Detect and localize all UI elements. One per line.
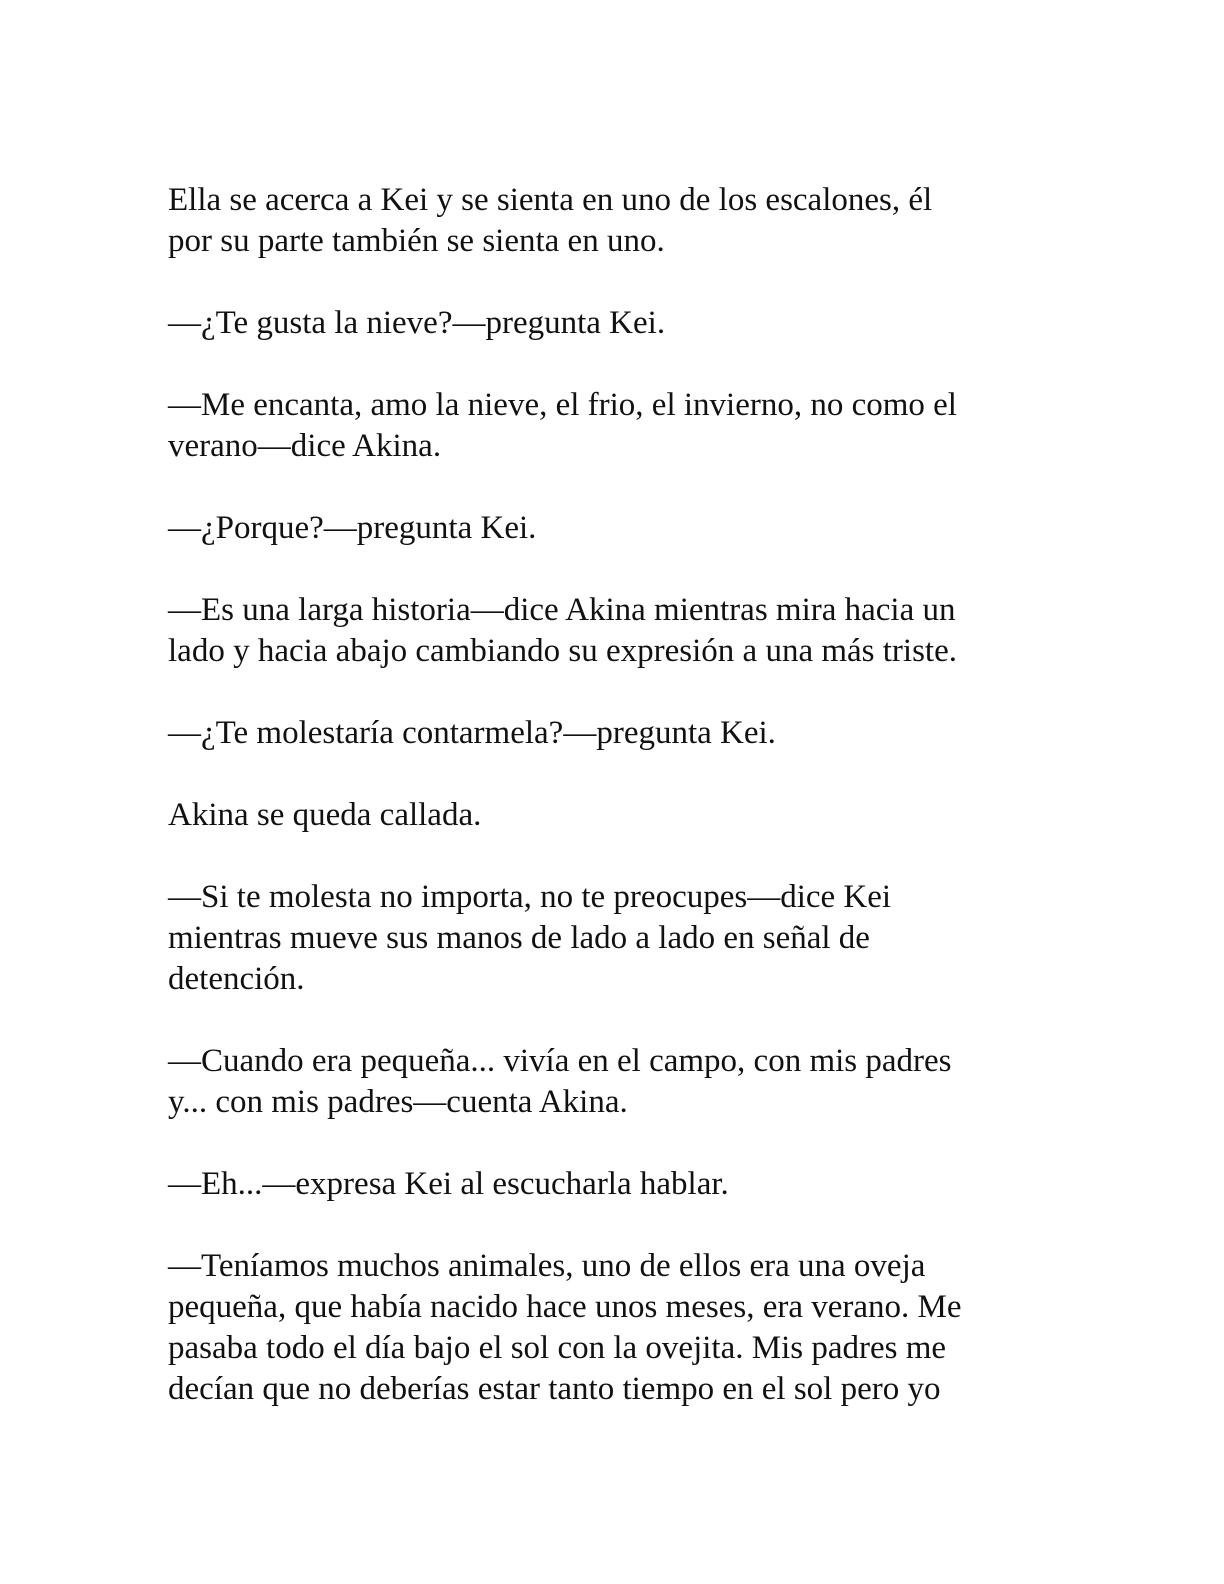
text-line: mientras mueve sus manos de lado a lado en señal de [168,920,870,956]
text-line: —Cuando era pequeña... vivía en el campo, con mis padres [168,1043,952,1079]
text-line: —Teníamos muchos animales, uno de ellos era una oveja [168,1248,926,1284]
paragraph-9 [168,1041,1068,1123]
text-line: —Me encanta, amo la nieve, el frio, el invierno, no como el [168,387,957,423]
paragraph-8 [168,877,1068,1000]
text-line: verano—dice Akina. [168,428,442,464]
paragraph-2 [168,303,1068,344]
text-line: por su parte también se sienta en uno. [168,223,665,259]
text-line: —Si te molesta no importa, no te preocupes—dice Kei [168,879,892,915]
text-line: —Es una larga historia—dice Akina mientras mira hacia un [168,592,956,628]
paragraph-7 [168,795,1068,836]
text-line: —¿Te molestaría contarmela?—pregunta Kei. [168,715,776,751]
text-line: y... con mis padres—cuenta Akina. [168,1084,628,1120]
paragraph-4 [168,508,1068,549]
text-line: lado y hacia abajo cambiando su expresión a una más triste. [168,633,957,669]
text-line: —¿Te gusta la nieve?—pregunta Kei. [168,305,666,341]
text-line: decían que no deberías estar tanto tiempo en el sol pero yo [168,1371,941,1407]
paragraph-6 [168,713,1068,754]
paragraph-11 [168,1246,1068,1410]
text-line: Ella se acerca a Kei y se sienta en uno de los escalones, él [168,182,933,218]
body-text [168,180,1068,1451]
paragraph-5 [168,590,1068,672]
text-line: —Eh...—expresa Kei al escucharla hablar. [168,1166,729,1202]
paragraph-10 [168,1164,1068,1205]
text-line: pasaba todo el día bajo el sol con la ovejita. Mis padres me [168,1330,947,1366]
paragraph-3 [168,385,1068,467]
text-line: —¿Porque?—pregunta Kei. [168,510,537,546]
text-line: pequeña, que había nacido hace unos meses, era verano. Me [168,1289,962,1325]
paragraph-1 [168,180,1068,262]
text-line: Akina se queda callada. [168,797,482,833]
text-line: detención. [168,961,305,997]
